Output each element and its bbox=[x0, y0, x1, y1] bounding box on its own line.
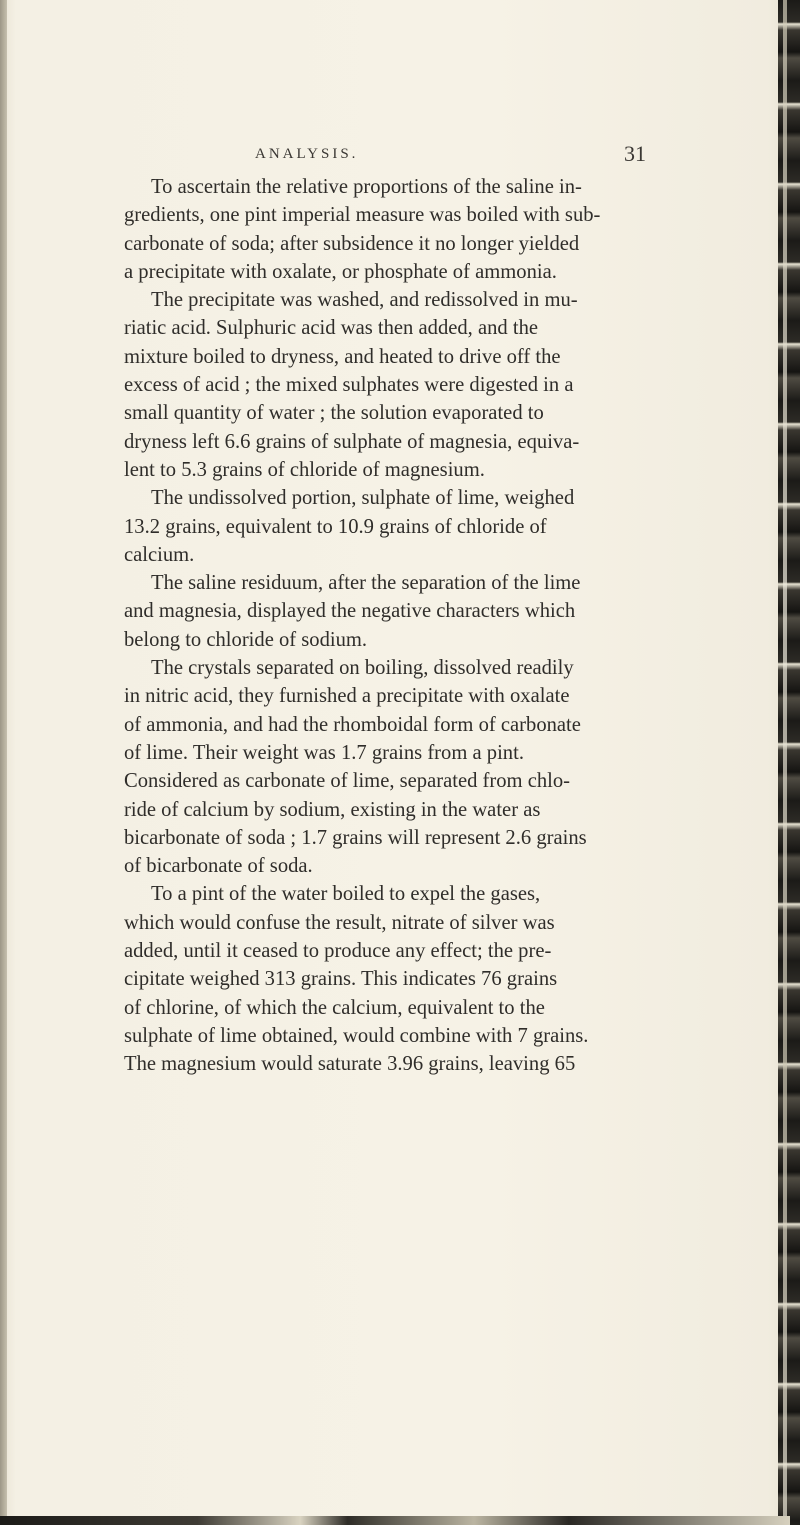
text-line: dryness left 6.6 grains of sulphate of magnesia, equiva- bbox=[124, 430, 580, 453]
text-line: The saline residuum, after the separation of the lime bbox=[151, 572, 581, 595]
text-line: lent to 5.3 grains of chloride of magnesium. bbox=[124, 458, 485, 481]
text-line: and magnesia, displayed the negative characters which bbox=[124, 600, 576, 623]
text-line: added, until it ceased to produce any effect; the pre- bbox=[124, 940, 552, 963]
text-line: of bicarbonate of soda. bbox=[124, 855, 313, 878]
text-line: gredients, one pint imperial measure was boiled with sub- bbox=[124, 204, 601, 227]
text-line: belong to chloride of sodium. bbox=[124, 628, 368, 651]
text-line: of lime. Their weight was 1.7 grains from a pint. bbox=[124, 741, 524, 764]
text-line: The undissolved portion, sulphate of lime, weighed bbox=[151, 487, 575, 510]
text-line: cipitate weighed 313 grains. This indicates 76 grains bbox=[124, 968, 558, 991]
text-line: carbonate of soda; after subsidence it no longer yielded bbox=[124, 232, 580, 255]
text-line: To ascertain the relative proportions of the saline in- bbox=[151, 176, 582, 198]
text-line: excess of acid ; the mixed sulphates were digested in a bbox=[124, 374, 574, 397]
page-number: 31 bbox=[624, 141, 646, 166]
page-left-shadow bbox=[0, 0, 7, 1525]
text-line: which would confuse the result, nitrate of silver was bbox=[124, 911, 555, 934]
text-line: Considered as carbonate of lime, separated from chlo- bbox=[124, 770, 571, 793]
text-line: of chlorine, of which the calcium, equivalent to the bbox=[124, 996, 545, 1019]
text-line: The magnesium would saturate 3.96 grains, leaving 65 bbox=[124, 1053, 576, 1076]
text-line: of ammonia, and had the rhomboidal form of carbonate bbox=[124, 713, 581, 736]
text-line: small quantity of water ; the solution evaporated to bbox=[124, 402, 544, 425]
text-line: a precipitate with oxalate, or phosphate of ammonia. bbox=[124, 260, 557, 283]
text-line: sulphate of lime obtained, would combine with 7 grains. bbox=[124, 1024, 589, 1047]
text-line: riatic acid. Sulphuric acid was then added, and the bbox=[124, 317, 539, 340]
text-line: The crystals separated on boiling, dissolved readily bbox=[151, 657, 574, 680]
page-bottom-edge bbox=[0, 1516, 790, 1525]
page-header bbox=[0, 141, 800, 174]
body-text bbox=[124, 173, 664, 1079]
book-spine-edge bbox=[778, 0, 800, 1525]
running-head: ANALYSIS. bbox=[255, 146, 359, 162]
text-line: The precipitate was washed, and redissolved in mu- bbox=[151, 289, 578, 312]
text-line: bicarbonate of soda ; 1.7 grains will represent 2.6 grains bbox=[124, 826, 587, 849]
text-line: 13.2 grains, equivalent to 10.9 grains of chloride of bbox=[124, 515, 547, 538]
text-line: in nitric acid, they furnished a precipitate with oxalate bbox=[124, 685, 570, 708]
text-line: To a pint of the water boiled to expel the gases, bbox=[151, 883, 541, 906]
text-line: mixture boiled to dryness, and heated to drive off the bbox=[124, 345, 561, 368]
text-line: ride of calcium by sodium, existing in the water as bbox=[124, 798, 541, 821]
page-gutter bbox=[783, 0, 787, 1525]
text-line: calcium. bbox=[124, 543, 195, 566]
